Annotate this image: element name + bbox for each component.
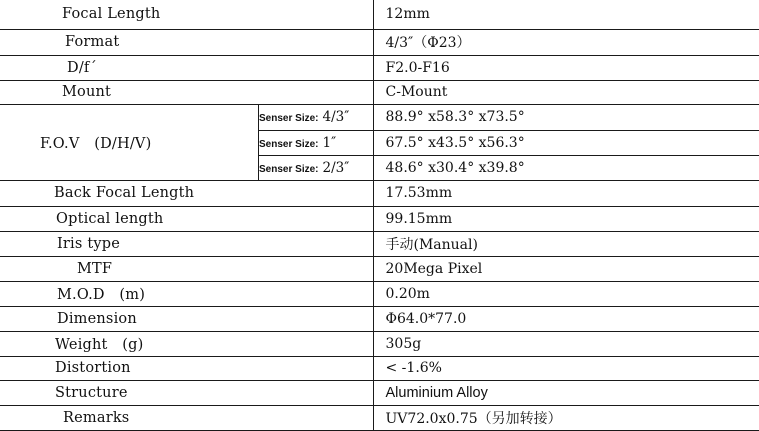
value-fov-1: 88.9° x58.3° x73.5° bbox=[373, 104, 759, 130]
fov-sensor-size-2 bbox=[258, 130, 373, 155]
fov-sensor-size-3 bbox=[258, 155, 373, 180]
value-remarks: UV72.0x0.75（另加转接） bbox=[373, 405, 759, 430]
label-mount: Mount bbox=[0, 80, 373, 104]
value-mount: C-Mount bbox=[373, 80, 759, 104]
row-dimension bbox=[0, 306, 759, 331]
label-optical-length: Optical length bbox=[0, 206, 373, 231]
row-format bbox=[0, 29, 759, 55]
label-focal-length: Focal Length bbox=[0, 0, 373, 29]
row-optical-length bbox=[0, 206, 759, 231]
row-iris-type bbox=[0, 231, 759, 256]
value-structure: Aluminium Alloy bbox=[373, 380, 759, 405]
row-weight bbox=[0, 331, 759, 356]
label-mod: M.O.D (m) bbox=[0, 281, 373, 306]
value-distortion: < -1.6% bbox=[373, 356, 759, 380]
row-mount bbox=[0, 80, 759, 104]
value-fov-2: 67.5° x43.5° x56.3° bbox=[373, 130, 759, 155]
row-focal-length bbox=[0, 0, 759, 29]
row-mod bbox=[0, 281, 759, 306]
value-fov-3: 48.6° x30.4° x39.8° bbox=[373, 155, 759, 180]
sensor-size-value: 2/3″ bbox=[322, 159, 350, 176]
value-dimension: Φ64.0*77.0 bbox=[373, 306, 759, 331]
label-iris-type: Iris type bbox=[0, 231, 373, 256]
label-fov: F.O.V (D/H/V) bbox=[0, 104, 258, 180]
value-df: F2.0-F16 bbox=[373, 55, 759, 80]
row-distortion bbox=[0, 356, 759, 380]
value-back-focal-length: 17.53mm bbox=[373, 180, 759, 206]
sensor-size-key: Senser Size: bbox=[259, 138, 319, 150]
label-format: Format bbox=[0, 29, 373, 55]
label-weight: Weight (g) bbox=[0, 331, 373, 356]
label-df: D/f´ bbox=[0, 55, 373, 80]
label-dimension: Dimension bbox=[0, 306, 373, 331]
row-structure bbox=[0, 380, 759, 405]
value-iris-type: 手动(Manual) bbox=[373, 231, 759, 256]
label-distortion: Distortion bbox=[0, 356, 373, 380]
value-focal-length: 12mm bbox=[373, 0, 759, 29]
label-back-focal-length: Back Focal Length bbox=[0, 180, 373, 206]
value-mtf: 20Mega Pixel bbox=[373, 256, 759, 281]
sensor-size-value: 4/3″ bbox=[322, 109, 350, 125]
value-mod: 0.20m bbox=[373, 281, 759, 306]
row-remarks bbox=[0, 405, 759, 430]
label-remarks: Remarks bbox=[0, 405, 373, 430]
value-weight: 305g bbox=[373, 331, 759, 356]
label-structure: Structure bbox=[0, 380, 373, 405]
sensor-size-key: Senser Size: bbox=[259, 113, 319, 124]
row-fov-1 bbox=[0, 104, 759, 130]
row-mtf bbox=[0, 256, 759, 281]
sensor-size-key: Senser Size: bbox=[259, 163, 319, 175]
sensor-size-value: 1″ bbox=[322, 134, 337, 151]
row-back-focal-length bbox=[0, 180, 759, 206]
fov-sensor-size-1 bbox=[258, 104, 373, 130]
row-df bbox=[0, 55, 759, 80]
value-format: 4/3″（Φ23） bbox=[373, 29, 759, 55]
value-optical-length: 99.15mm bbox=[373, 206, 759, 231]
label-mtf: MTF bbox=[0, 256, 373, 281]
